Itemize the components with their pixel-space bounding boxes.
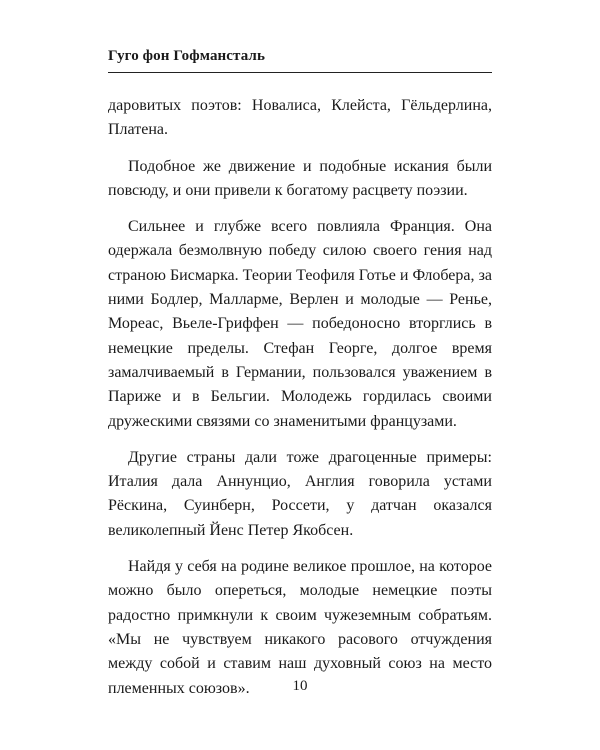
paragraph: Сильнее и глубже всего повлияла Франция. Она одержала безмолвную победу силою своего гения над страною Бисмарка. Теории Теофиля Готье и Флобера, за ними Бодлер, Малларме, Верлен и молодые — Ренье, Мореас, Вьеле-Гриффен — победоносно вторглись в немецкие пределы. Стефан Георге, долгое время замалчиваемый в Германии, пользовался уважением в Париже и в Бельгии. Молодежь гордилась своими дружескими связями со знаменитыми французами. xyxy=(108,218,492,430)
page-header xyxy=(108,48,492,73)
body-text xyxy=(108,94,492,713)
paragraph: Найдя у себя на родине великое прошлое, на которое можно было опереться, молодые немецкие поэты радостно примкнули к своим чужеземным собратьям. «Мы не чувствуем никакого расового отчуждения между собой и ставим наш духовный союз на место племенных союзов». xyxy=(108,558,492,697)
paragraph: Подобное же движение и подобные искания были повсюду, и они привели к богатому расцвету поэзии. xyxy=(108,157,492,199)
running-head: Гуго фон Гофмансталь xyxy=(108,48,492,73)
paragraph: Другие страны дали тоже драгоценные примеры: Италия дала Аннунцио, Англия говорила устами Рёскина, Суинберн, Россети, у датчан оказался великолепный Йенс Петер Якобсен. xyxy=(108,448,492,539)
paragraph: даровитых поэтов: Новалиса, Клейста, Гёльдерлина, Платена. xyxy=(108,97,492,139)
page-number: 10 xyxy=(292,678,308,694)
